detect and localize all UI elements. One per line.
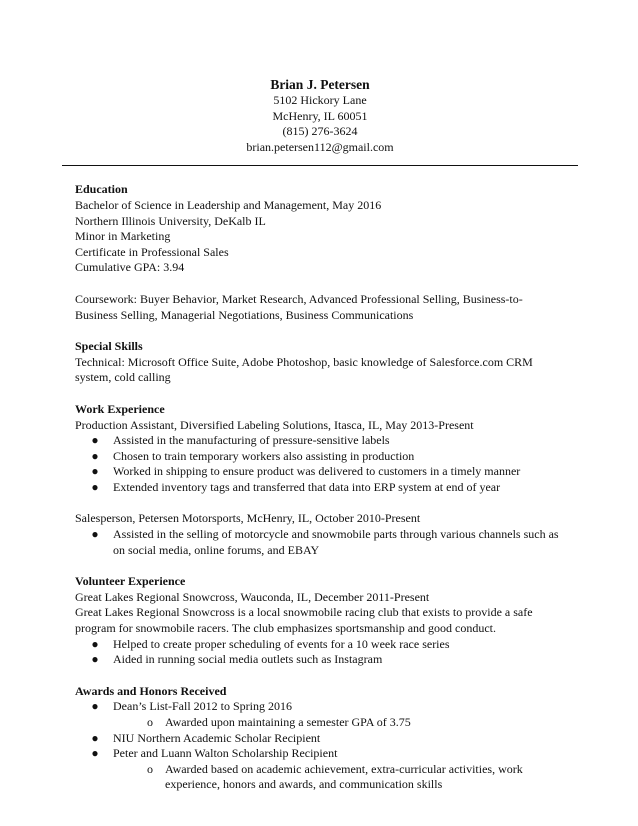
list-item	[90, 464, 565, 480]
resume-page	[75, 76, 565, 793]
candidate-name: Brian J. Petersen	[270, 77, 370, 92]
bullet-icon: ●	[91, 464, 99, 479]
skills-title: Special Skills	[75, 339, 143, 354]
bullet-icon: ●	[91, 652, 99, 667]
volunteer-heading: Great Lakes Regional Snowcross, Wauconda, IL, December 2011-Present	[75, 589, 430, 604]
volunteer-bullets	[75, 637, 565, 668]
volunteer-description: Great Lakes Regional Snowcross is a local snowmobile racing club that exists to provide a safe program for snowmobile racers. The club emphasizes sportsmanship and good conduct.	[75, 605, 533, 636]
job-heading: Salesperson, Petersen Motorsports, McHenry, IL, October 2010-Present	[75, 511, 421, 526]
education-certificate: Certificate in Professional Sales	[75, 244, 229, 259]
bullet-text: Assisted in the selling of motorcycle and snowmobile parts through various channels such as on social media, online forums, and EBAY	[113, 527, 559, 557]
bullet-icon: ●	[91, 636, 99, 651]
job-bullets	[75, 433, 565, 495]
job-heading: Production Assistant, Diversified Labeling Solutions, Itasca, IL, May 2013-Present	[75, 417, 474, 432]
bullet-text: Aided in running social media outlets such as Instagram	[113, 652, 383, 667]
bullet-text: Extended inventory tags and transferred that data into ERP system at end of year	[113, 479, 501, 494]
bullet-icon: ●	[91, 730, 99, 745]
education-degree: Bachelor of Science in Leadership and Management, May 2016	[75, 197, 382, 212]
bullet-text: Helped to create proper scheduling of events for a 10 week race series	[113, 636, 450, 651]
street-address: 5102 Hickory Lane	[273, 93, 367, 107]
award-detail: Awarded upon maintaining a semester GPA of 3.75	[165, 715, 411, 729]
education-title: Education	[75, 182, 128, 197]
list-item	[90, 699, 565, 730]
bullet-text: Chosen to train temporary workers also assisting in production	[113, 448, 415, 463]
bullet-text: Worked in shipping to ensure product was delivered to customers in a timely manner	[113, 464, 521, 479]
award-text: Dean’s List-Fall 2012 to Spring 2016	[113, 699, 292, 714]
education-gpa: Cumulative GPA: 3.94	[75, 260, 185, 275]
bullet-icon: ●	[91, 527, 99, 542]
list-item	[90, 527, 565, 558]
circle-bullet-icon: o	[147, 761, 153, 776]
award-text: Peter and Luann Walton Scholarship Recipient	[113, 746, 338, 761]
volunteer-section	[75, 574, 565, 668]
list-item	[90, 433, 565, 449]
work-title: Work Experience	[75, 401, 165, 416]
bullet-icon: ●	[91, 448, 99, 463]
list-item	[90, 652, 565, 668]
job-bullets	[75, 527, 565, 558]
education-section	[75, 182, 565, 323]
bullet-icon: ●	[91, 479, 99, 494]
bullet-icon: ●	[91, 699, 99, 714]
awards-list	[75, 699, 565, 793]
skills-section	[75, 339, 565, 386]
phone-number: (815) 276-3624	[282, 124, 358, 139]
city-state-zip: McHenry, IL 60051	[272, 108, 368, 123]
award-sub-list	[113, 715, 565, 731]
list-item	[90, 637, 565, 653]
list-item	[90, 449, 565, 465]
list-item	[147, 715, 565, 731]
resume-header	[75, 76, 565, 155]
volunteer-title: Volunteer Experience	[75, 574, 186, 589]
work-section	[75, 402, 565, 558]
education-minor: Minor in Marketing	[75, 229, 171, 244]
bullet-text: Assisted in the manufacturing of pressure-sensitive labels	[113, 433, 390, 448]
award-text: NIU Northern Academic Scholar Recipient	[113, 730, 321, 745]
awards-section	[75, 684, 565, 793]
award-sub-list	[113, 762, 565, 793]
award-detail: Awarded based on academic achievement, extra-curricular activities, work experience, honors and awards, and communication skills	[165, 761, 523, 792]
education-school: Northern Illinois University, DeKalb IL	[75, 213, 266, 228]
list-item	[147, 762, 565, 793]
list-item	[90, 731, 565, 747]
email-address: brian.petersen112@gmail.com	[246, 139, 394, 154]
circle-bullet-icon: o	[147, 715, 153, 729]
skills-text: Technical: Microsoft Office Suite, Adobe Photoshop, basic knowledge of Salesforce.com CRM system, cold calling	[75, 354, 533, 385]
awards-title: Awards and Honors Received	[75, 683, 227, 698]
list-item	[90, 746, 565, 793]
list-item	[90, 480, 565, 496]
bullet-icon: ●	[91, 433, 99, 448]
bullet-icon: ●	[91, 746, 99, 761]
education-coursework: Coursework: Buyer Behavior, Market Research, Advanced Professional Selling, Business-to-Business Selling, Managerial Negotiations, Business Communications	[75, 291, 523, 322]
